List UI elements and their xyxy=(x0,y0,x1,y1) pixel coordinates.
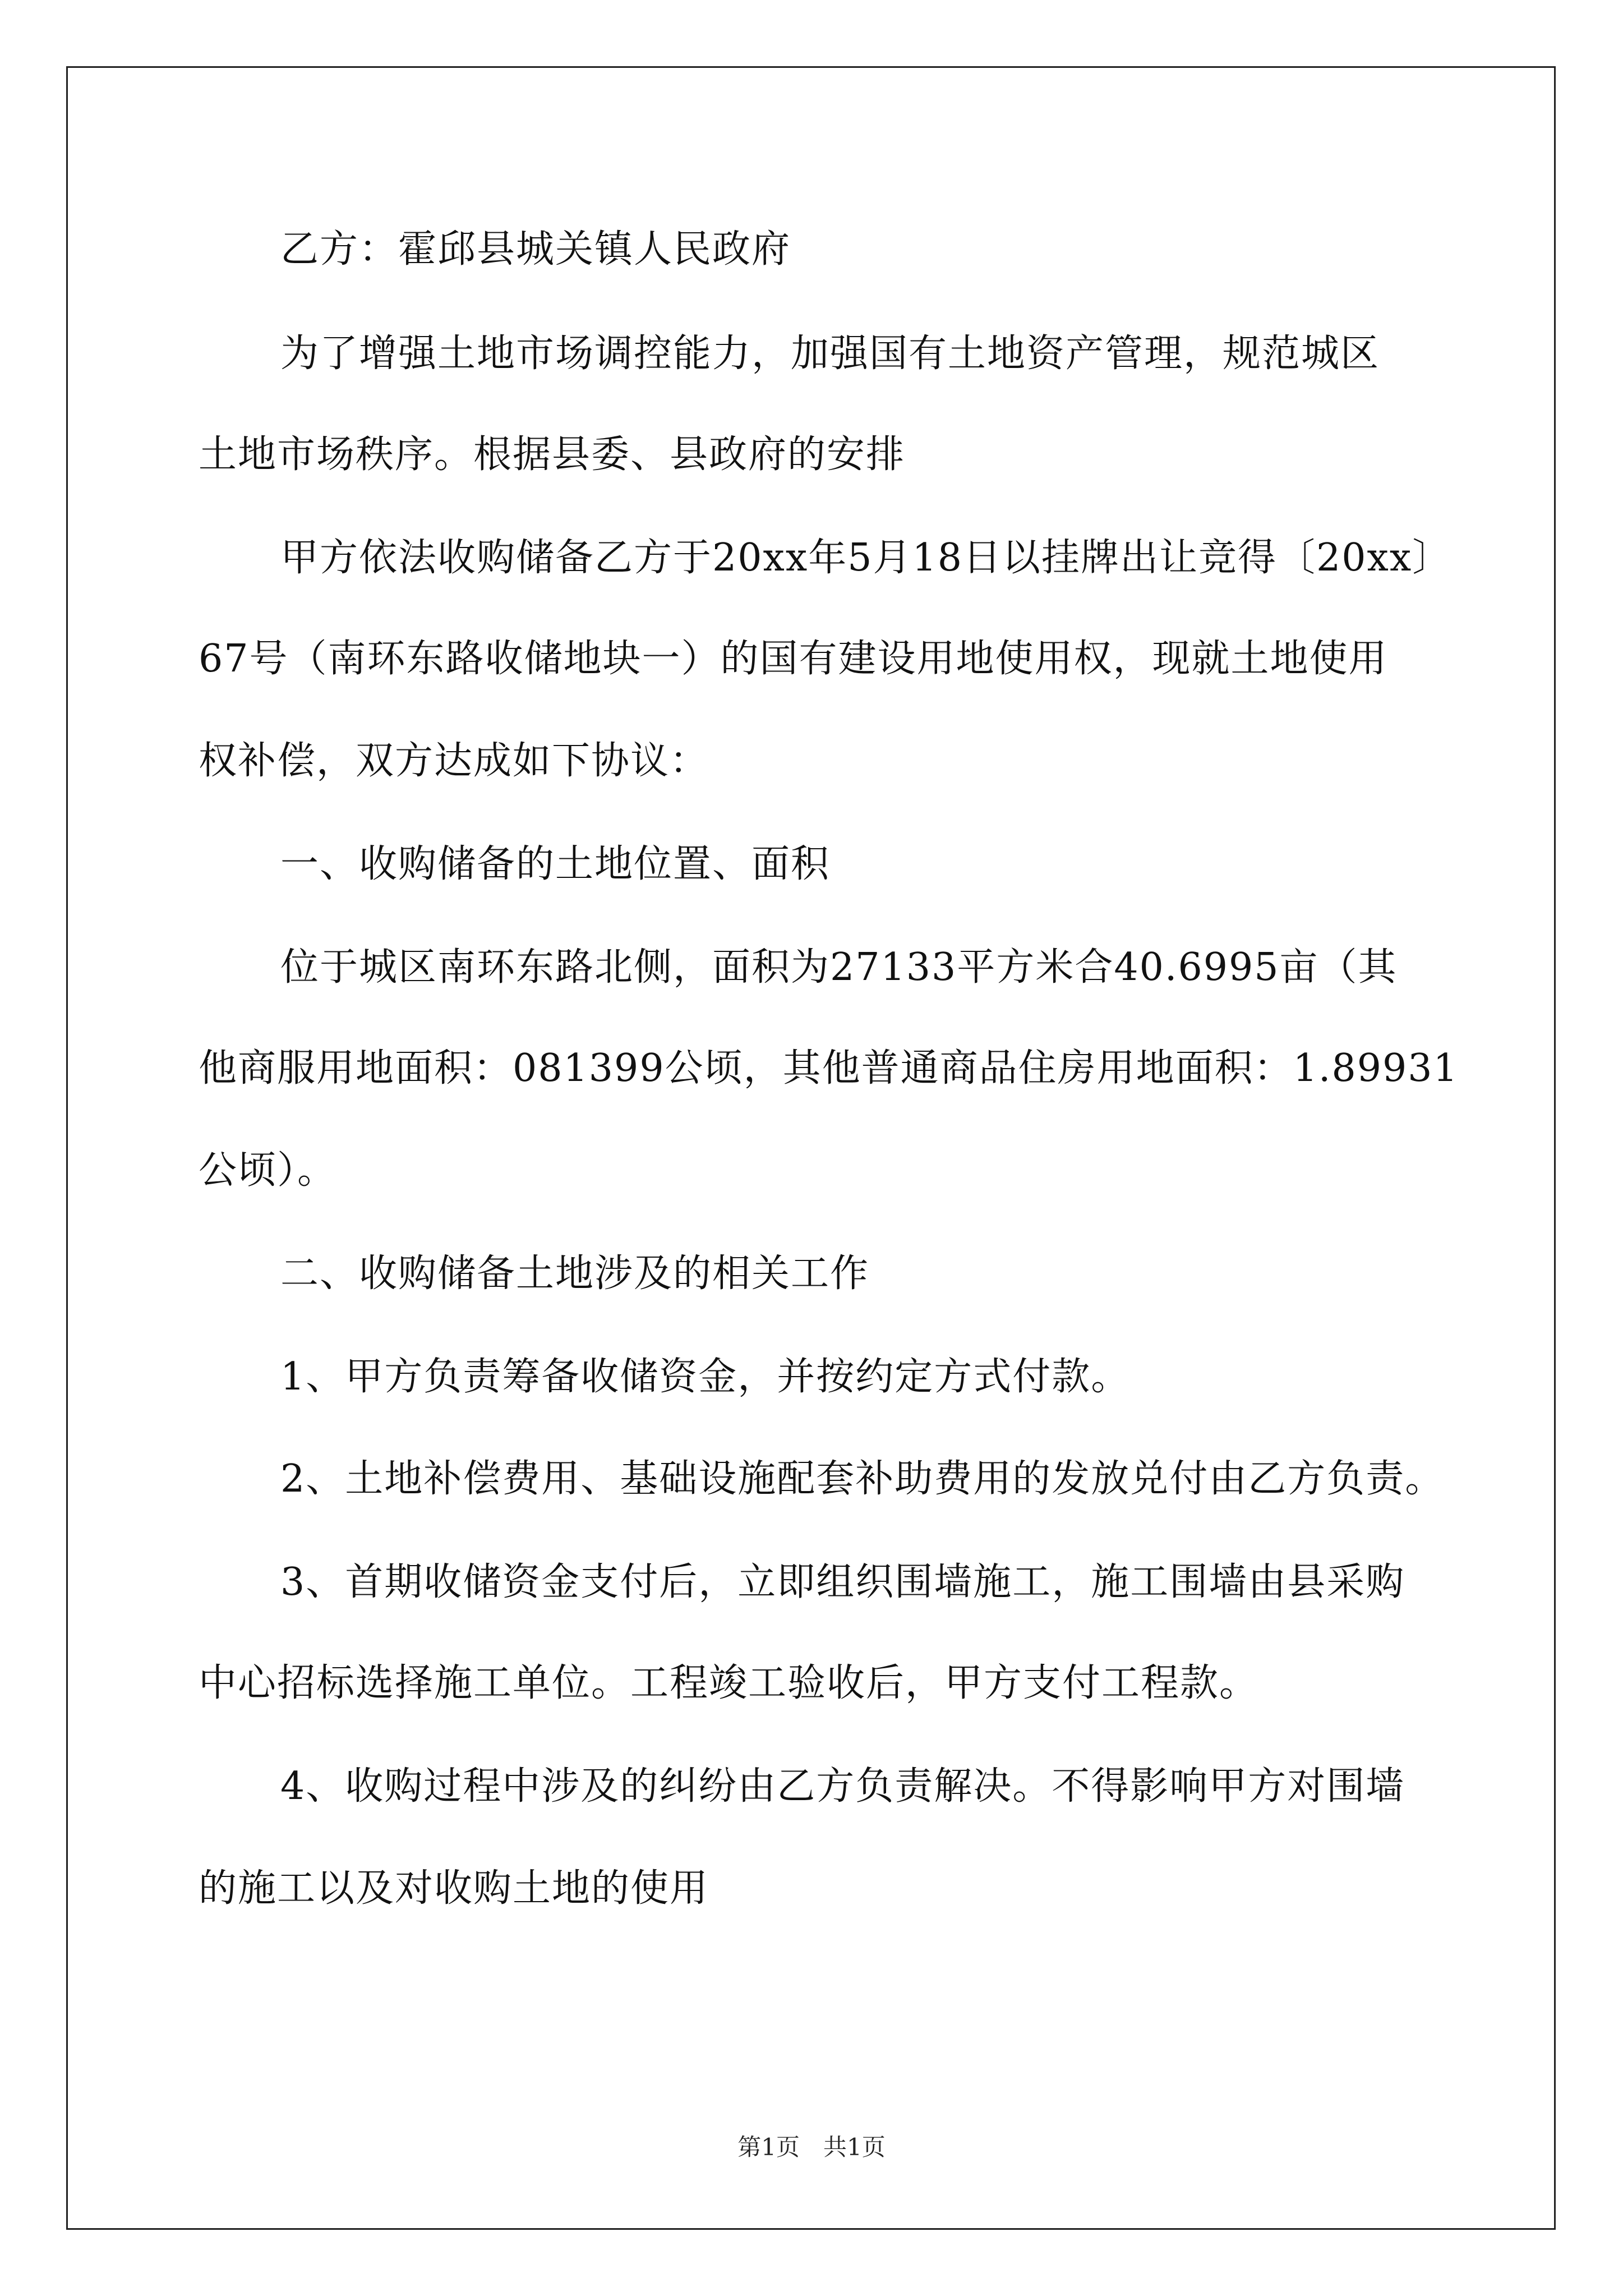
paragraph-line: 公顷）。 xyxy=(199,1148,337,1193)
paragraph-line: 位于城区南环东路北侧，面积为27133平方米合40.6995亩（其 xyxy=(280,945,1398,990)
paragraph-line: 他商服用地面积：081399公顷，其他普通商品住房用地面积：1.89931 xyxy=(199,1046,1459,1091)
paragraph-line: 67号（南环东路收储地块一）的国有建设用地使用权，现就土地使用 xyxy=(199,637,1388,681)
section-heading: 一、收购储备的土地位置、面积 xyxy=(280,842,831,886)
paragraph-line: 权补偿，双方达成如下协议： xyxy=(199,739,709,783)
list-item: 3、首期收储资金支付后，立即组织围墙施工，施工围墙由县采购 xyxy=(280,1560,1405,1604)
page-number: 第1页 共1页 xyxy=(737,2133,886,2161)
paragraph-line: 甲方依法收购储备乙方于20xx年5月18日以挂牌出让竞得〔20xx〕 xyxy=(280,536,1452,580)
list-item: 4、收购过程中涉及的纠纷由乙方负责解决。不得影响甲方对围墙 xyxy=(280,1764,1405,1809)
list-item-continuation: 的施工以及对收购土地的使用 xyxy=(199,1866,709,1911)
section-heading: 二、收购储备土地涉及的相关工作 xyxy=(280,1251,870,1296)
list-item: 2、土地补偿费用、基础设施配套补助费用的发放兑付由乙方负责。 xyxy=(280,1457,1445,1501)
list-item-continuation: 中心招标选择施工单位。工程竣工验收后，甲方支付工程款。 xyxy=(199,1661,1259,1705)
list-item: 1、甲方负责筹备收储资金，并按约定方式付款。 xyxy=(280,1355,1131,1399)
party-b-line: 乙方：霍邱县城关镇人民政府 xyxy=(280,227,791,272)
paragraph-line: 为了增强土地市场调控能力，加强国有土地资产管理，规范城区 xyxy=(280,332,1380,376)
paragraph-line: 土地市场秩序。根据县委、县政府的安排 xyxy=(199,432,906,477)
